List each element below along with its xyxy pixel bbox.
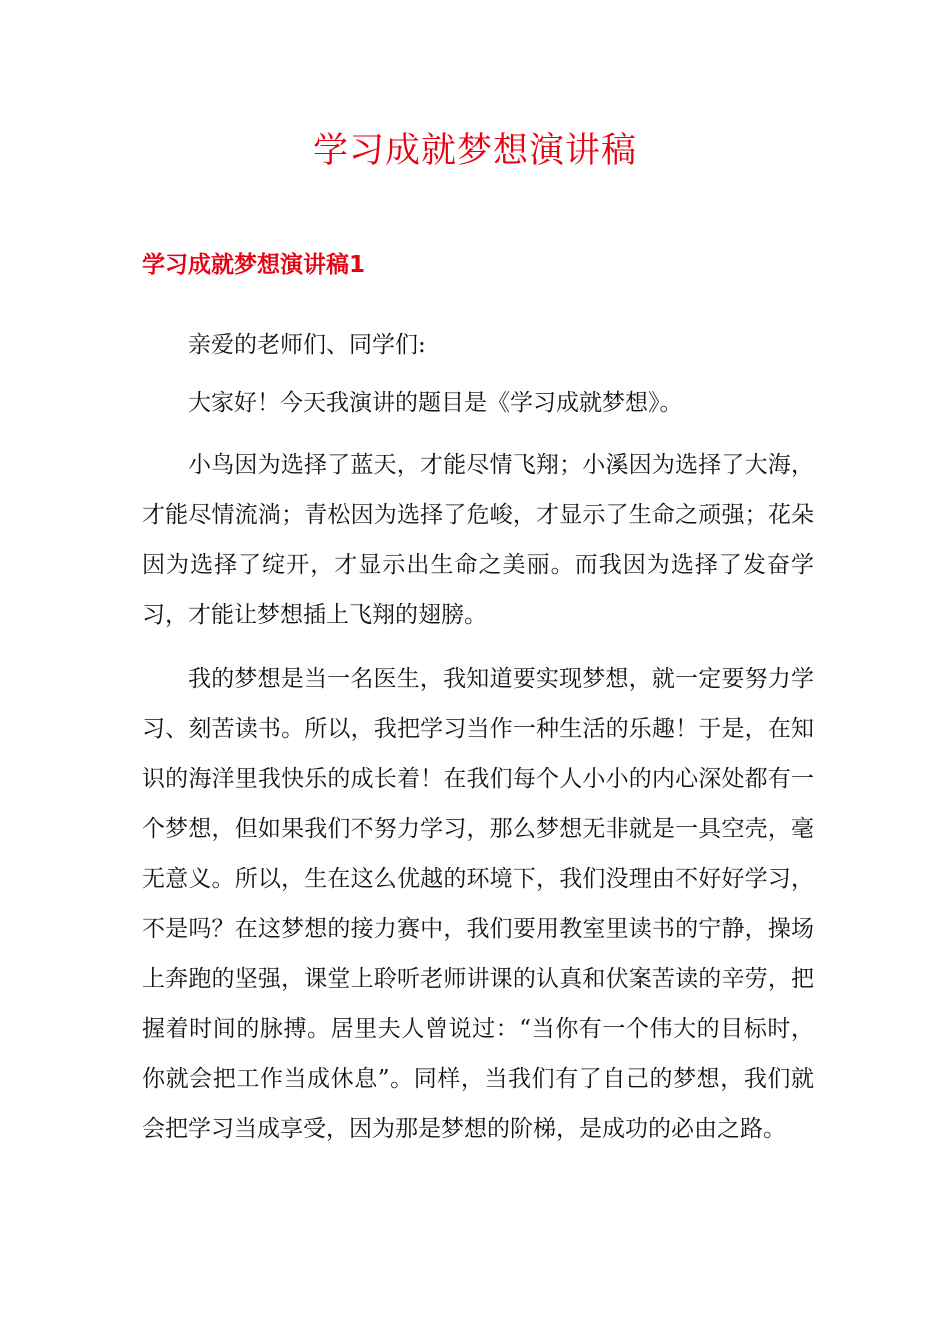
paragraph-body-2: 我的梦想是当一名医生，我知道要实现梦想，就一定要努力学习、刻苦读书。所以，我把学习当作一种生活的乐趣！于是，在知识的海洋里我快乐的成长着！在我们每个人小小的内心深处都有一个梦想，但如果我们不努力学习，那么梦想无非就是一具空壳，毫无意义。所以，生在这么优越的环境下，我们没理由不好好学习，不是吗？在这梦想的接力赛中，我们要用教室里读书的宁静，操场上奔跑的坚强，课堂上聆听老师讲课的认真和伏案苦读的辛劳，把握着时间的脉搏。居里夫人曾说过：“当你有一个伟大的目标时，你就会把工作当成休息”。同样，当我们有了自己的梦想，我们就会把学习当成享受，因为那是梦想的阶梯，是成功的必由之路。 <box>142 666 814 1142</box>
paragraph-greeting: 亲爱的老师们、同学们: <box>188 332 426 358</box>
document-title: 学习成就梦想演讲稿 <box>312 131 637 171</box>
section-heading: 学习成就梦想演讲稿1 <box>142 252 366 278</box>
paragraph-intro: 大家好！今天我演讲的题目是《学习成就梦想》。 <box>188 390 683 416</box>
paragraph-body-1: 小鸟因为选择了蓝天，才能尽情飞翔；小溪因为选择了大海，才能尽情流淌；青松因为选择了危峻，才显示了生命之顽强；花朵因为选择了绽开，才显示出生命之美丽。而我因为选择了发奋学习，才能让梦想插上飞翔的翅膀。 <box>142 452 814 628</box>
